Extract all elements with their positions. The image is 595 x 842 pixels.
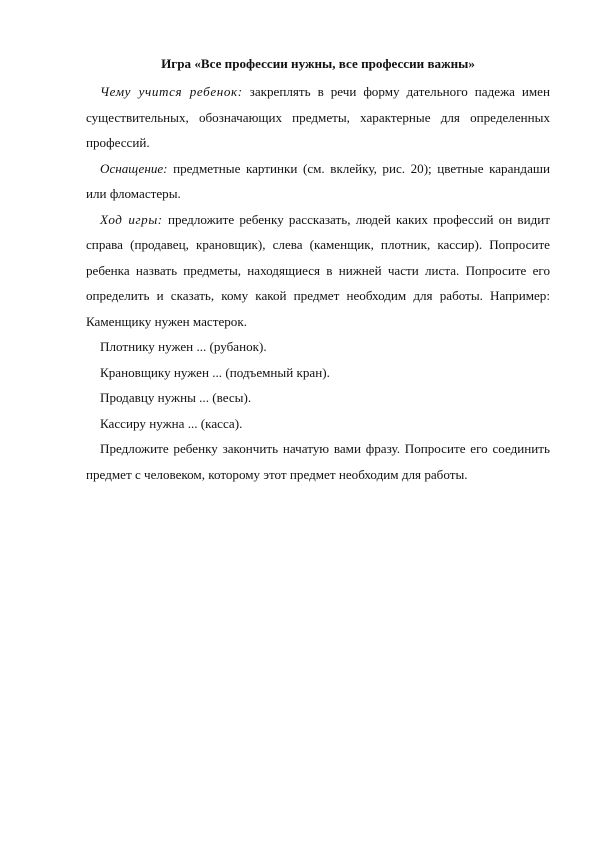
paragraph-closing: Предложите ребенку закончить начатую вами фразу. Попросите его соединить предмет с человеком, которому этот предмет необходим для работы. bbox=[86, 441, 550, 482]
paragraph-lead-label: Ход игры: bbox=[100, 211, 163, 227]
paragraph-lead-label: Чему учится ребенок: bbox=[100, 84, 243, 99]
paragraph-game-process bbox=[86, 207, 550, 335]
paragraph-text: предложите ребенку рассказать, людей каких профессий он видит справа (продавец, крановщик), слева (каменщик, плотник, кассир). Попросите ребенка назвать предметы, находящиеся в нижней части листа. Попросите его определить и сказать, кому какой предмет необходим для работы. Например: Каменщику нужен мастерок. bbox=[86, 211, 550, 329]
paragraph-equipment bbox=[86, 156, 550, 207]
paragraph-lead-label: Оснащение: bbox=[100, 160, 168, 176]
document-page bbox=[86, 52, 550, 487]
paragraph-text: предметные картинки (см. вклейку, рис. 20); цветные карандаши или фломастеры. bbox=[86, 160, 550, 201]
example-line: Плотнику нужен ... (рубанок). bbox=[100, 339, 267, 354]
example-line: Крановщику нужен ... (подъемный кран). bbox=[100, 364, 330, 380]
paragraph-text: закреплять в речи форму дательного падежа имен существительных, обозначающих предметы, характерные для определенных профессий. bbox=[86, 84, 551, 150]
document-title: Игра «Все профессии нужны, все профессии важны» bbox=[161, 56, 475, 71]
example-line: Продавцу нужны ... (весы). bbox=[100, 390, 252, 405]
example-line: Кассиру нужна ... (касса). bbox=[100, 415, 243, 431]
paragraph-learning-goal bbox=[86, 79, 550, 156]
